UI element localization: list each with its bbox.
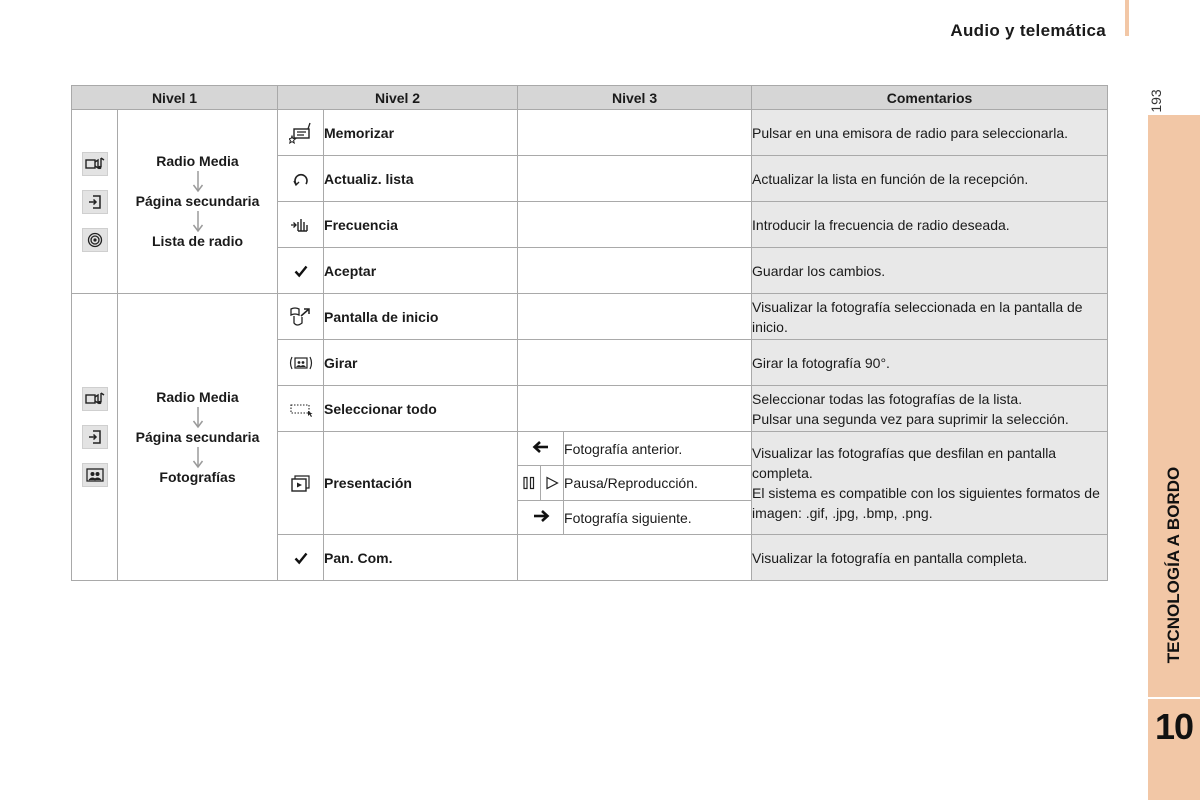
nav-path-cell [118,294,278,581]
secondary-page-icon [82,425,108,449]
pause-icon [518,466,540,500]
option-label-refresh[interactable]: Actualiz. lista [324,156,518,202]
page-number: 193 [1148,89,1164,113]
level-3-empty [518,156,752,202]
header-rule [1125,0,1129,36]
level-3-empty [518,340,752,386]
check-icon[interactable] [278,248,324,294]
menu-table [71,85,1108,581]
sub-option-previous[interactable]: Fotografía anterior. [564,432,752,466]
header-row [72,86,1108,110]
slideshow-icon[interactable] [278,432,324,535]
table-row [72,110,1108,156]
level-3-empty [518,202,752,248]
option-label-select-all[interactable]: Seleccionar todo [324,386,518,432]
path-step-secondary-page: Página secundaria [135,193,260,209]
comment-frequency: Introducir la frecuencia de radio deseada. [752,202,1108,248]
sub-option-pause-play[interactable]: Pausa/Reproducción. [564,466,752,501]
rotate-icon[interactable] [278,340,324,386]
level-3-empty [518,294,752,340]
nav-path-cell [118,110,278,294]
chapter-label [1148,440,1200,690]
play-icon [540,466,563,500]
check-icon[interactable] [278,535,324,581]
chapter-number: 10 [1154,706,1194,747]
option-label-memorize[interactable]: Memorizar [324,110,518,156]
arrow-down-icon [192,406,204,429]
chapter-label-text: TECNOLOGÍA A BORDO [1164,466,1183,664]
option-label-accept[interactable]: Aceptar [324,248,518,294]
pause-play-icon[interactable] [518,466,564,501]
arrow-left-icon[interactable] [518,432,564,466]
comment-line: Seleccionar todas las fotografías de la lista. [752,390,1023,407]
arrow-down-icon [192,446,204,469]
comment-home-screen: Visualizar la fotografía seleccionada en la pantalla de inicio. [752,294,1108,340]
arrow-down-icon [192,210,204,233]
path-step-secondary-page: Página secundaria [135,428,260,445]
option-label-slideshow[interactable]: Presentación [324,432,518,535]
column-header-comments: Comentarios [752,86,1108,110]
section-title: Audio y telemática [950,21,1106,40]
comment-memorize: Pulsar en una emisora de radio para seleccionarla. [752,110,1108,156]
media-source-icon [82,152,108,176]
option-label-rotate[interactable]: Girar [324,340,518,386]
level-3-empty [518,248,752,294]
comment-select-all [752,386,1108,432]
comment-refresh: Actualizar la lista en función de la recepción. [752,156,1108,202]
comment-line: Pulsar una segunda vez para suprimir la selección. [752,410,1069,427]
option-label-frequency[interactable]: Frecuencia [324,202,518,248]
home-screen-icon[interactable] [278,294,324,340]
arrow-down-icon [192,170,204,193]
secondary-page-icon [82,190,108,214]
table-row [72,294,1108,340]
nav-icons-cell [72,110,118,294]
path-step-radio-media: Radio Media [156,153,239,169]
chapter-divider [1148,697,1200,699]
arrow-right-icon[interactable] [518,501,564,535]
column-header-level-1: Nivel 1 [72,86,278,110]
column-header-level-2: Nivel 2 [278,86,518,110]
select-all-icon[interactable] [278,386,324,432]
path-step-photos: Fotografías [159,468,236,485]
comment-rotate: Girar la fotografía 90°. [752,340,1108,386]
comment-accept: Guardar los cambios. [752,248,1108,294]
sub-option-next[interactable]: Fotografía siguiente. [564,501,752,535]
level-3-empty [518,386,752,432]
media-source-icon [82,387,108,411]
refresh-list-icon[interactable] [278,156,324,202]
path-step-radio-list: Lista de radio [151,233,244,249]
comment-slideshow [752,432,1108,535]
column-header-level-3: Nivel 3 [518,86,752,110]
nav-icons-cell [72,294,118,581]
option-label-home-screen[interactable]: Pantalla de inicio [324,294,518,340]
comment-line: Visualizar las fotografías que desfilan en pantalla completa. [752,445,1057,481]
memorize-icon[interactable] [278,110,324,156]
radio-list-icon [82,228,108,252]
photos-icon [82,463,108,487]
path-step-radio-media: Radio Media [156,388,239,405]
comment-full-screen: Visualizar la fotografía en pantalla completa. [752,535,1108,581]
frequency-icon[interactable] [278,202,324,248]
comment-line: El sistema es compatible con los siguientes formatos de imagen: .gif, .jpg, .bmp, .png. [752,485,1100,521]
level-3-empty [518,535,752,581]
option-label-full-screen[interactable]: Pan. Com. [324,535,518,581]
level-3-empty [518,110,752,156]
